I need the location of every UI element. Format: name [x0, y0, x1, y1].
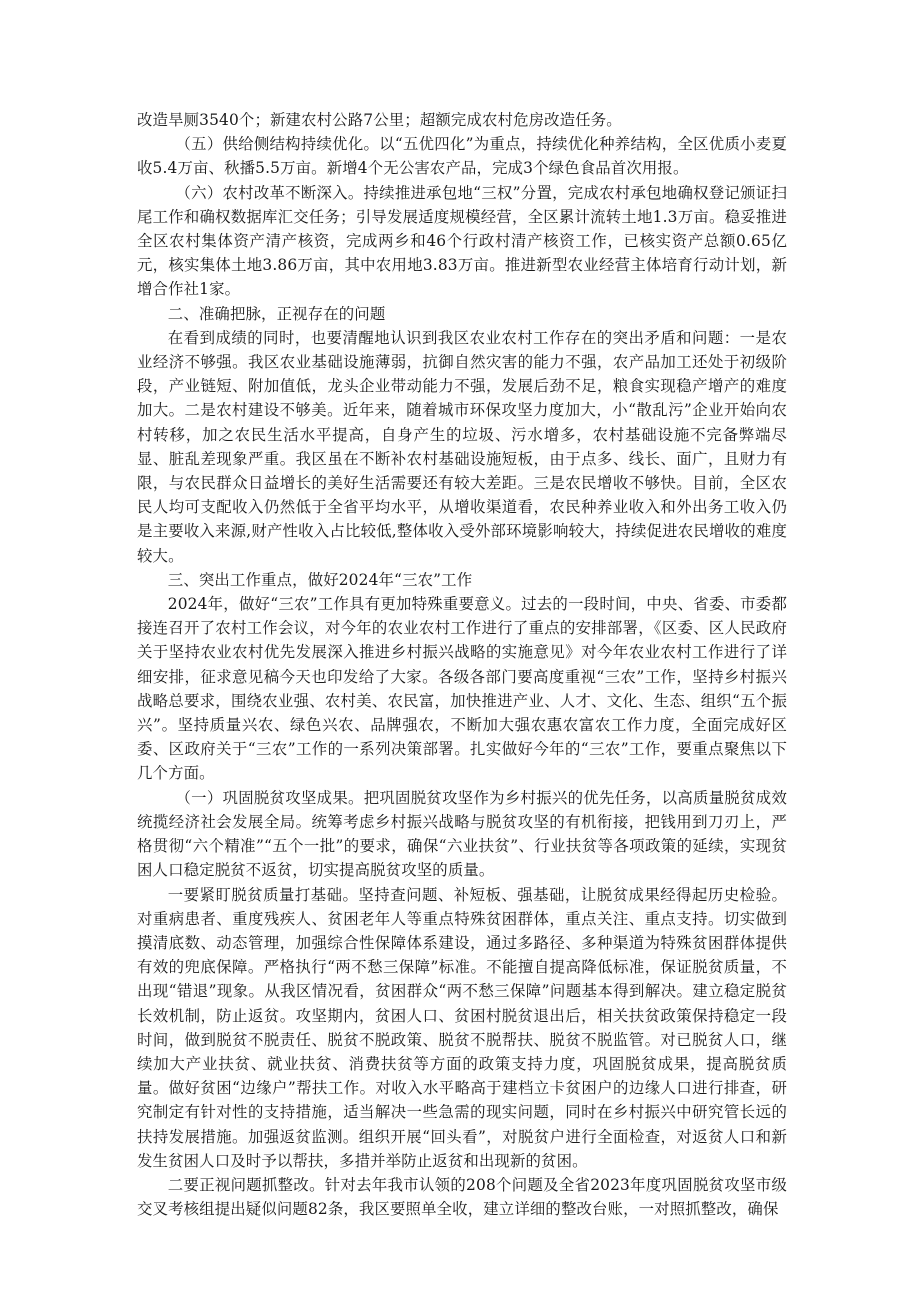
paragraph-rural-reform: （六）农村改革不断深入。持续推进承包地“三权”分置，完成农村承包地确权登记颁证扫尾工作和确权数据库汇交任务；引导发展适度规模经营，全区累计流转土地1.3万亩。稳妥推进全区农村集体资产清产核资，完成两乡和46个行政村清产核资工作，已核实资产总额0.65亿元，核实集体土地3.86万亩，其中农用地3.83万亩。推进新型农业经营主体培育行动计划，新增合作社1家。 [137, 183, 787, 299]
paragraph-consolidate-poverty: （一）巩固脱贫攻坚成果。把巩固脱贫攻坚作为乡村振兴的优先任务，以高质量脱贫成效统揽经济社会发展全局。统筹考虑乡村振兴战略与脱贫攻坚的有机衔接，把钱用到刀刃上，严格贯彻“六个精准”“五个一批”的要求，确保“六业扶贫”、行业扶贫等各项政策的延续，实现贫困人口稳定脱贫不返贫，切实提高脱贫攻坚的质量。 [137, 788, 787, 880]
paragraph-problems: 在看到成绩的同时，也要清醒地认识到我区农业农村工作存在的突出矛盾和问题：一是农业经济不够强。我区农业基础设施薄弱，抗御自然灾害的能力不强，农产品加工还处于初级阶段，产业链短、附加值低，龙头企业带动能力不强，发展后劲不足，粮食实现稳产增产的难度加大。二是农村建设不够美。近年来，随着城市环保攻坚力度加大，小“散乱污”企业开始向农村转移，加之农民生活水平提高，自身产生的垃圾、污水增多，农村基础设施不完备弊端尽显、脏乱差现象严重。我区虽在不断补农村基础设施短板，由于点多、线长、面广，且财力有限，与农民群众日益增长的美好生活需要还有较大差距。三是农民增收不够快。目前，全区农民人均可支配收入仍然低于全省平均水平，从增收渠道看，农民种养业收入和外出务工收入仍是主要收入来源,财产性收入占比较低,整体收入受外部环境影响较大，持续促进农民增收的难度较大。 [137, 328, 787, 565]
section-heading-2: 二、准确把脉，正视存在的问题 [167, 304, 386, 323]
paragraph-rectification: 二要正视问题抓整改。针对去年我市认领的208个问题及全省2023年度巩固脱贫攻坚市级交叉考核组提出疑似问题82条，我区要照单全收，建立详细的整改台账，一对照抓整改，确保 [137, 1175, 787, 1219]
paragraph-supply-side: （五）供给侧结构持续优化。以“五优四化”为重点，持续优化种养结构，全区优质小麦夏收5.4万亩、秋播5.5万亩。新增4个无公害农产品，完成3个绿色食品首次用报。 [137, 135, 787, 178]
paragraph-2024-work: 2024年，做好“三农”工作具有更加特殊重要意义。过去的一段时间，中央、省委、市委都接连召开了农村工作会议，对今年的农业农村工作进行了重点的安排部署，《区委、区人民政府关于坚持农业农村优先发展深入推进乡村振兴战略的实施意见》对今年农业农村工作进行了详细安排，征求意见稿今天也印发给了大家。各级各部门要高度重视“三农”工作，坚持乡村振兴战略总要求，围绕农业强、农村美、农民富，加快推进产业、人才、文化、生态、组织“五个振兴”。坚持质量兴农、绿色兴农、品牌强农，不断加大强农惠农富农工作力度，全面完成好区委、区政府关于“三农”工作的一系列决策部署。扎实做好今年的“三农”工作，要重点聚焦以下几个方面。 [137, 595, 787, 783]
paragraph-continued: 改造旱厕3540个；新建农村公路7公里；超额完成农村危房改造任务。 [137, 111, 622, 129]
section-heading-3: 三、突出工作重点，做好2024年“三农”工作 [167, 570, 473, 589]
paragraph-poverty-quality: 一要紧盯脱贫质量打基础。坚持查问题、补短板、强基础，让脱贫成果经得起历史检验。对重病患者、重度残疾人、贫困老年人等重点特殊贫困群体，重点关注、重点支持。切实做到摸清底数、动态管理，加强综合性保障体系建设，通过多路径、多种渠道为特殊贫困群体提供有效的兜底保障。严格执行“两不愁三保障”标准。不能擅自提高降低标准，保证脱贫质量，不出现“错退”现象。从我区情况看，贫困群众“两不愁三保障”问题基本得到解决。建立稳定脱贫长效机制，防止返贫。攻坚期内，贫困人口、贫困村脱贫退出后，相关扶贫政策保持稳定一段时间，做到脱贫不脱责任、脱贫不脱政策、脱贫不脱帮扶、脱贫不脱监管。对已脱贫人口，继续加大产业扶贫、就业扶贫、消费扶贫等方面的政策支持力度，巩固脱贫成果，提高脱贫质量。做好贫困“边缘户”帮扶工作。对收入水平略高于建档立卡贫困户的边缘人口进行排查，研究制定有针对性的支持措施，适当解决一些急需的现实问题，同时在乡村振兴中研究管长远的扶持发展措施。加强返贫监测。组织开展“回头看”，对脱贫户进行全面检查，对返贫人口和新发生贫困人口及时予以帮扶，多措并举防止返贫和出现新的贫困。 [137, 885, 787, 1170]
document-page [137, 108, 787, 1221]
